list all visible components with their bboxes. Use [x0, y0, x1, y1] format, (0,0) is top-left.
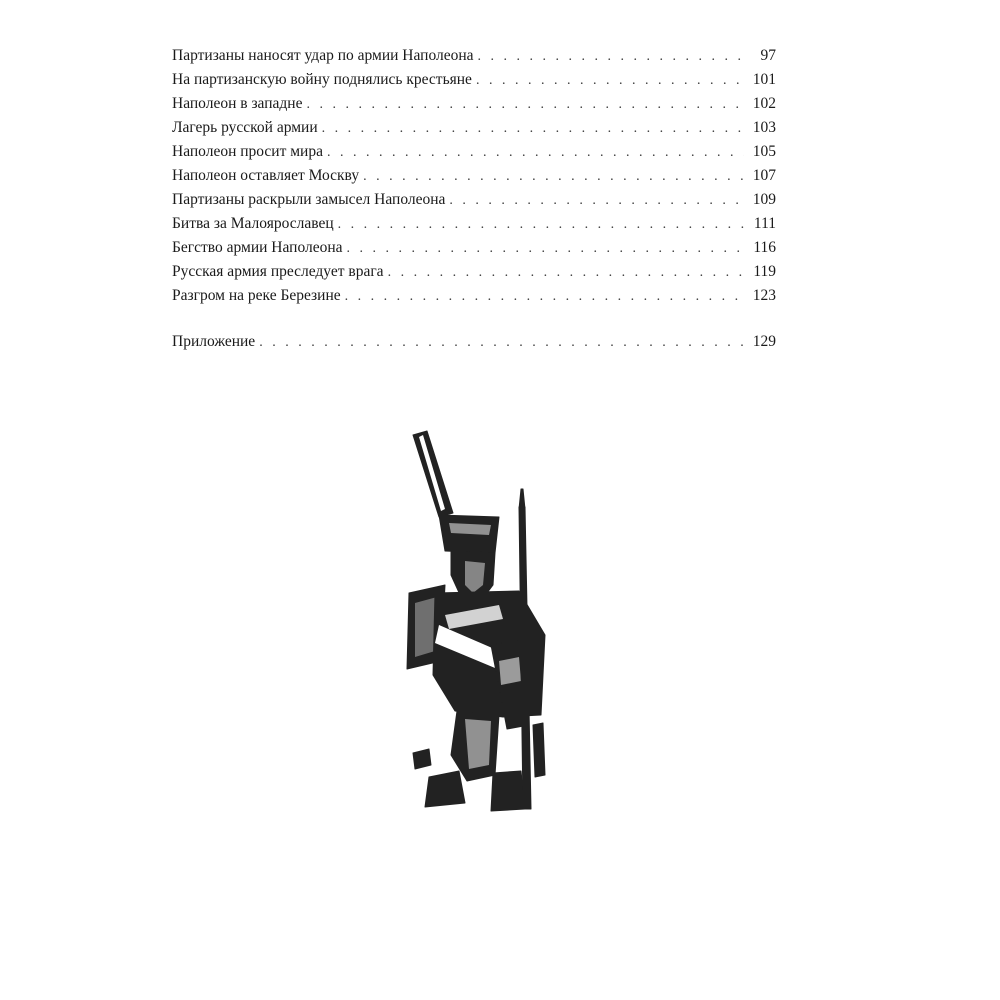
toc-entry-title: Лагерь русской армии	[172, 119, 318, 136]
toc-leader-dots	[306, 93, 744, 117]
toc-leader-dots	[327, 141, 744, 165]
toc-entry-page: 102	[752, 95, 776, 112]
toc-entry-title: Русская армия преследует врага	[172, 263, 384, 280]
toc-entry-page: 105	[752, 143, 776, 160]
toc-entry[interactable]	[172, 44, 776, 68]
toc-entry[interactable]	[172, 212, 776, 236]
toc-entry[interactable]	[172, 92, 776, 116]
toc-entry-page: 101	[752, 71, 776, 88]
table-of-contents	[172, 44, 776, 354]
toc-entry-title: Наполеон просит мира	[172, 143, 323, 160]
toc-entry-title: Битва за Малоярославец	[172, 215, 334, 232]
toc-entry-page: 107	[752, 167, 776, 184]
toc-entry-title: Наполеон оставляет Москву	[172, 167, 360, 184]
toc-entry[interactable]	[172, 116, 776, 140]
toc-entry-page: 97	[760, 47, 776, 64]
toc-entry[interactable]	[172, 236, 776, 260]
toc-entry[interactable]	[172, 164, 776, 188]
toc-leader-dots	[363, 165, 744, 189]
toc-leader-dots	[476, 69, 744, 93]
toc-leader-dots	[259, 331, 744, 355]
toc-leader-dots	[347, 237, 744, 261]
toc-leader-dots	[478, 45, 744, 69]
toc-entry[interactable]	[172, 68, 776, 92]
toc-entry-page: 119	[753, 263, 776, 280]
toc-entry-page: 103	[752, 119, 776, 136]
toc-entry[interactable]	[172, 260, 776, 284]
toc-entry[interactable]	[172, 140, 776, 164]
toc-entry[interactable]	[172, 188, 776, 212]
toc-leader-dots	[388, 261, 744, 285]
toc-entry[interactable]	[172, 284, 776, 308]
soldier-illustration-icon	[395, 425, 595, 815]
toc-appendix-page: 129	[752, 333, 776, 350]
toc-entry-page: 123	[752, 287, 776, 304]
toc-leader-dots	[345, 285, 744, 309]
toc-entry-title: Наполеон в западне	[172, 95, 303, 112]
toc-entry-title: Разгром на реке Березине	[172, 287, 341, 304]
toc-entry-title: Партизаны наносят удар по армии Наполеона	[172, 47, 474, 64]
soldier-drawing	[395, 425, 595, 815]
toc-entry-title: На партизанскую войну поднялись крестьяне	[172, 71, 472, 88]
toc-entry-page: 116	[753, 239, 776, 256]
toc-leader-dots	[449, 189, 744, 213]
toc-entry-title: Бегство армии Наполеона	[172, 239, 343, 256]
toc-entry-page: 111	[753, 215, 776, 232]
toc-entry-page: 109	[752, 191, 776, 208]
toc-leader-dots	[338, 213, 744, 237]
toc-entry-title: Партизаны раскрыли замысел Наполеона	[172, 191, 446, 208]
toc-appendix-title: Приложение	[172, 333, 256, 350]
toc-leader-dots	[322, 117, 744, 141]
toc-appendix-entry[interactable]	[172, 330, 776, 354]
